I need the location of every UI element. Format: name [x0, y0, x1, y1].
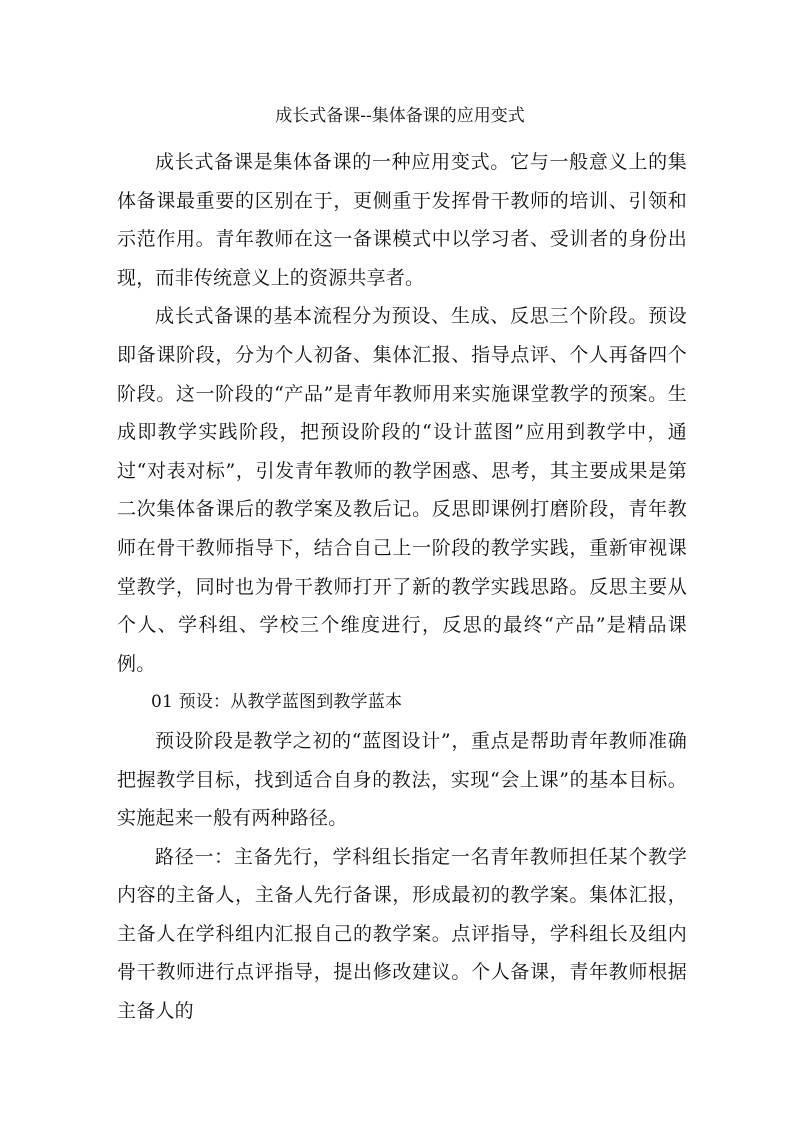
- document-body: [117, 143, 687, 1031]
- paragraph-preset-stage: 预设阶段是教学之初的“蓝图设计”，重点是帮助青年教师准确把握教学目标，找到适合自身的教法，实现“会上课”的基本目标。实施起来一般有两种路径。: [117, 729, 687, 830]
- section-heading-preset: 01 预设：从教学蓝图到教学蓝本: [151, 692, 403, 713]
- paragraph-process: 成长式备课的基本流程分为预设、生成、反思三个阶段。预设即备课阶段，分为个人初备、集体汇报、指导点评、个人再备四个阶段。这一阶段的“产品”是青年教师用来实施课堂教学的预案。生成即教学实践阶段，把预设阶段的“设计蓝图”应用到教学中，通过“对表对标”，引发青年教师的教学困惑、思考，其主要成果是第二次集体备课后的教学案及教后记。反思即课例打磨阶段，青年教师在骨干教师指导下，结合自己上一阶段的教学实践，重新审视课堂教学，同时也为骨干教师打开了新的教学实践思路。反思主要从个人、学科组、学校三个维度进行，反思的最终“产品”是精品课例。: [117, 305, 687, 675]
- document-title: 成长式备课--集体备课的应用变式: [275, 106, 525, 126]
- paragraph-intro: 成长式备课是集体备课的一种应用变式。它与一般意义上的集体备课最重要的区别在于，更侧重于发挥骨干教师的培训、引领和示范作用。青年教师在这一备课模式中以学习者、受训者的身份出现，而非传统意义上的资源共享者。: [117, 151, 687, 289]
- paragraph-path-one: 路径一：主备先行，学科组长指定一名青年教师担任某个教学内容的主备人，主备人先行备课，形成最初的教学案。集体汇报，主备人在学科组内汇报自己的教学案。点评指导，学科组长及组内骨干教师进行点评指导，提出修改建议。个人备课，青年教师根据主备人的: [117, 845, 687, 1023]
